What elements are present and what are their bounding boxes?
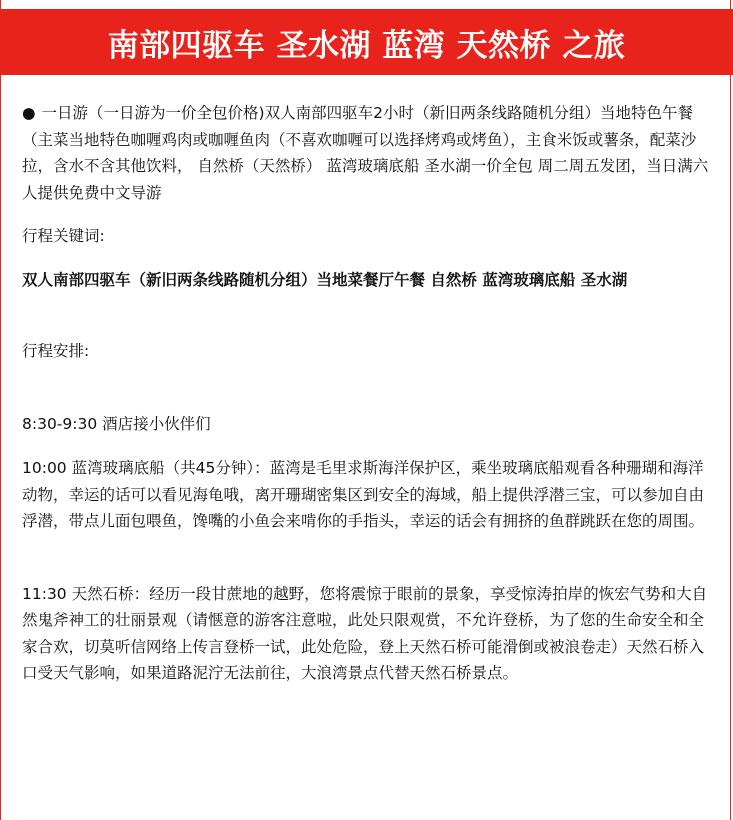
schedule-item-natural-bridge: 11:30 天然石桥：经历一段甘蔗地的越野，您将震惊于眼前的景象，享受惊涛拍岸的恢宏气势和大自然鬼斧神工的壮丽景观（请惬意的游客注意啦，此处只限观赏，不允许登桥，为了您的生命安全和全家合欢，切莫听信网络上传言登桥一试，此处危险，登上天然石桥可能滑倒或被浪卷走）天然石桥入口受天气影响，如果道路泥泞无法前往，大浪湾景点代替天然石桥景点。: [22, 584, 708, 682]
tour-description: [22, 100, 712, 687]
intro-text: 一日游（一日游为一价全包价格)双人南部四驱车2小时（新旧两条线路随机分组）当地特色午餐（主菜当地特色咖喱鸡肉或咖喱鱼肉（不喜欢咖喱可以选择烤鸡或烤鱼），主食米饭或薯条，配菜沙拉，含水不含其他饮料， 自然桥（天然桥） 蓝湾玻璃底船 圣水湖一价全包 周二周五发团，当日满六人提供免费中文导游: [22, 104, 709, 202]
title-banner: [0, 9, 733, 75]
keywords-label: 行程关键词:: [22, 227, 105, 245]
intro-paragraph: [22, 100, 712, 206]
bullet-icon: ●: [22, 104, 36, 122]
page-title: 南部四驱车 圣水湖 蓝湾 天然桥 之旅: [107, 27, 626, 64]
keywords-text: 双人南部四驱车（新旧两条线路随机分组）当地菜餐厅午餐 自然桥 蓝湾玻璃底船 圣水湖: [22, 270, 628, 289]
schedule-item-pickup: 8:30-9:30 酒店接小伙伴们: [22, 414, 211, 433]
schedule-label: 行程安排:: [22, 342, 90, 360]
schedule-item-blue-bay: 10:00 蓝湾玻璃底船（共45分钟）：蓝湾是毛里求斯海洋保护区，乘坐玻璃底船观看各种珊瑚和海洋动物，幸运的话可以看见海龟哦，离开珊瑚密集区到安全的海域，船上提供浮潜三宝，可以参加自由浮潜，带点儿面包喂鱼，馋嘴的小鱼会来啃你的手指头，幸运的话会有拥挤的鱼群跳跃在您的周围。: [22, 459, 705, 530]
